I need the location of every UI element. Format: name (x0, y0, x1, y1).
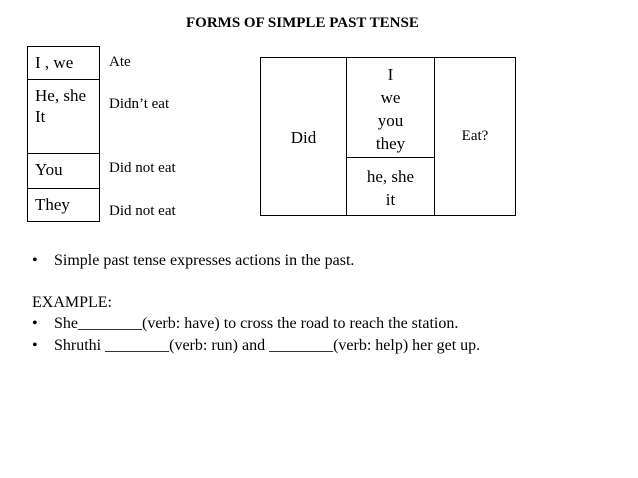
pronoun-group-1: I we you they (375, 65, 406, 153)
example-text: She________(verb: have) to cross the road to reach the station. (54, 315, 459, 332)
form-didnt-eat: Didn’t eat (109, 96, 170, 112)
subject-cell-he-she-it: He, she It (27, 79, 100, 154)
bullet-marker: • (32, 315, 38, 332)
subject-cell-i-we: I , we (27, 46, 100, 80)
rule-text: Simple past tense expresses actions in the past. (54, 252, 355, 269)
form-did-not-eat-you: Did not eat (109, 160, 176, 176)
example-heading: EXAMPLE: (32, 294, 112, 311)
form-ate: Ate (109, 54, 131, 70)
subject-form-table (27, 46, 201, 222)
auxiliary-did: Did (290, 128, 317, 147)
subject-cell-you: You (27, 153, 100, 189)
pronoun-group-2: he, she it (366, 167, 415, 209)
verb-eat: Eat? (461, 128, 489, 144)
bullet-marker: • (32, 337, 38, 354)
subject-cell-they: They (27, 188, 100, 222)
example-text: Shruthi ________(verb: run) and ________(verb: help) her get up. (54, 337, 481, 354)
question-form-table (260, 57, 516, 216)
bullet-marker: • (32, 252, 38, 269)
form-did-not-eat-they: Did not eat (109, 203, 176, 219)
